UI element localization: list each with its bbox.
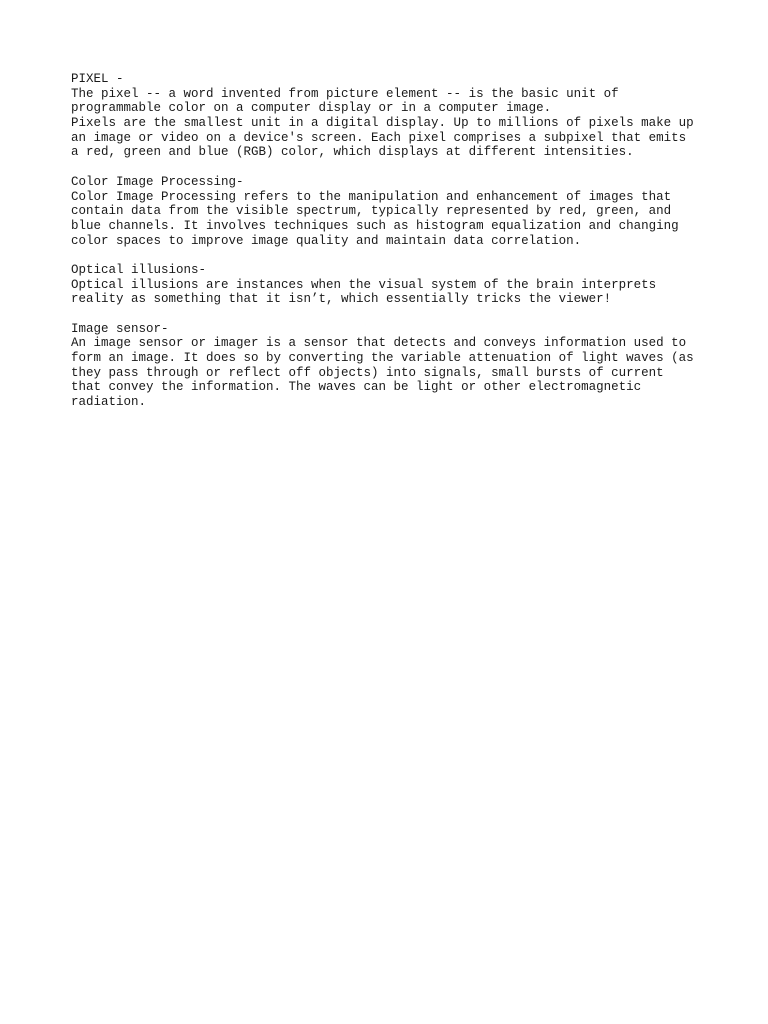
body-line: an image or video on a device's screen. Each pixel comprises a subpixel that emits — [71, 130, 687, 145]
body-line: form an image. It does so by converting the variable attenuation of light waves (as — [71, 351, 694, 366]
section-pixel — [71, 72, 721, 160]
section-image-sensor — [71, 322, 721, 410]
body-line: they pass through or reflect off objects) into signals, small bursts of current — [71, 365, 664, 380]
body-line: Color Image Processing refers to the manipulation and enhancement of images that — [71, 189, 672, 204]
section-heading: PIXEL - — [71, 72, 124, 86]
body-line: contain data from the visible spectrum, typically represented by red, green, and — [71, 204, 672, 219]
body-line: The pixel -- a word invented from picture element -- is the basic unit of — [71, 86, 619, 101]
body-line: a red, green and blue (RGB) color, which displays at different intensities. — [71, 145, 634, 160]
section-heading: Color Image Processing- — [71, 174, 244, 189]
body-line: programmable color on a computer display or in a computer image. — [71, 101, 552, 116]
section-color-image-processing — [71, 175, 721, 248]
body-line: Optical illusions are instances when the visual system of the brain interprets — [71, 277, 657, 292]
section-optical-illusions — [71, 263, 721, 307]
body-line: An image sensor or imager is a sensor that detects and conveys information used to — [71, 336, 687, 351]
body-line: that convey the information. The waves can be light or other electromagnetic — [71, 380, 642, 395]
body-line: color spaces to improve image quality and maintain data correlation. — [71, 233, 582, 248]
body-line: radiation. — [71, 395, 147, 410]
body-line: Pixels are the smallest unit in a digital display. Up to millions of pixels make up — [71, 116, 694, 131]
document-page — [71, 72, 721, 425]
section-heading: Image sensor- — [71, 321, 169, 336]
body-line: reality as something that it isn’t, which essentially tricks the viewer! — [71, 292, 612, 307]
body-line: blue channels. It involves techniques such as histogram equalization and changing — [71, 218, 679, 233]
section-heading: Optical illusions- — [71, 262, 207, 277]
